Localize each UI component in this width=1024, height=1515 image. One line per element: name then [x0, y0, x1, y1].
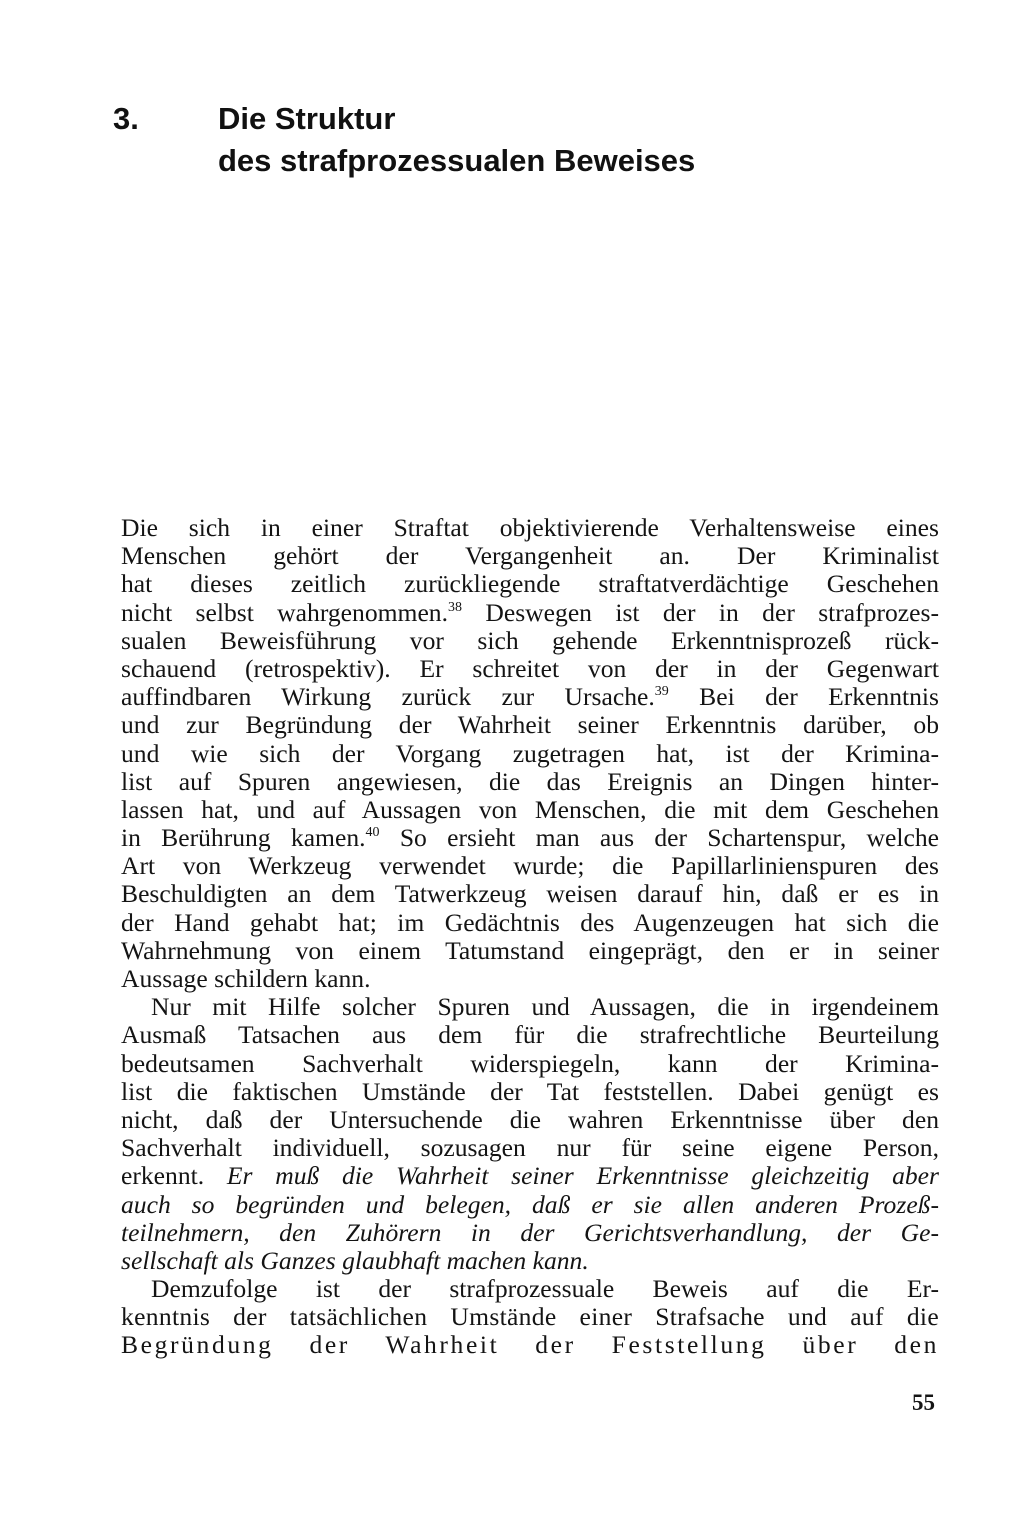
- text-fragment: erkennt.: [121, 1161, 205, 1191]
- text-line: und zur Begründung der Wahrheit seiner Erkenntnis darüber, ob: [121, 710, 939, 740]
- text-line: Wahrnehmung von einem Tatumstand eingeprägt, den er in seiner: [121, 935, 939, 965]
- emphasis-line: sellschaft als Ganzes glaubhaft machen kann.: [121, 1245, 589, 1275]
- text-line: [121, 824, 939, 852]
- text-line: [121, 683, 939, 711]
- chapter-title-line-1: Die Struktur: [218, 101, 396, 136]
- text-line: Menschen gehört der Vergangenheit an. Der Kriminalist: [121, 541, 939, 571]
- footnote-ref-38: 38: [448, 599, 463, 615]
- text-line: Ausmaß Tatsachen aus dem für die strafrechtliche Beurteilung: [121, 1020, 939, 1050]
- text-line: nicht, daß der Untersuchende die wahren Erkenntnisse über den: [121, 1104, 939, 1134]
- text-line: Nur mit Hilfe solcher Spuren und Aussagen, die in irgendeinem: [151, 992, 939, 1022]
- text-fragment: So ersieht man aus der Schartenspur, welche: [399, 823, 939, 853]
- text-line: [121, 1162, 939, 1190]
- text-line: list auf Spuren angewiesen, die das Ereignis an Dingen hinter-: [121, 766, 939, 796]
- text-line: hat dieses zeitlich zurückliegende straftatverdächtige Geschehen: [121, 569, 939, 599]
- text-line: list die faktischen Umstände der Tat feststellen. Dabei genügt es: [121, 1076, 939, 1106]
- text-fragment: in Berührung kamen.: [121, 823, 366, 853]
- text-line: Demzufolge ist der strafprozessuale Beweis auf die Er-: [151, 1274, 939, 1304]
- emphasis-text: Er muß die Wahrheit seiner Erkenntnisse gleichzeitig aber: [226, 1161, 939, 1191]
- text-line: Sachverhalt individuell, sozusagen nur für seine eigene Person,: [121, 1133, 939, 1163]
- emphasis-line: teilnehmern, den Zuhörern in der Gerichtsverhandlung, der Ge-: [121, 1217, 939, 1247]
- text-line: und wie sich der Vorgang zugetragen hat, ist der Krimina-: [121, 738, 939, 768]
- text-line: sualen Beweisführung vor sich gehende Erkenntnisprozeß rück-: [121, 625, 939, 655]
- text-line: [121, 599, 939, 627]
- text-line: Begründung der Wahrheit der Feststellung über den: [121, 1330, 939, 1360]
- text-fragment: auffindbaren Wirkung zurück zur Ursache.: [121, 682, 655, 712]
- text-line: Die sich in einer Straftat objektivierende Verhaltensweise eines: [121, 513, 939, 542]
- body-text: [121, 514, 939, 1360]
- text-fragment: Deswegen ist der in der strafprozes-: [485, 597, 939, 627]
- footnote-ref-40: 40: [365, 825, 380, 841]
- footnote-ref-39: 39: [654, 684, 669, 700]
- text-line: Aussage schildern kann.: [121, 964, 371, 993]
- text-line: schauend (retrospektiv). Er schreitet von der in der Gegenwart: [121, 653, 939, 683]
- page-number: 55: [912, 1390, 935, 1415]
- text-fragment: Bei der Erkenntnis: [699, 682, 940, 712]
- chapter-title-line-2: des strafprozessualen Beweises: [218, 143, 696, 178]
- text-line: Beschuldigten an dem Tatwerkzeug weisen darauf hin, daß er es in: [121, 879, 939, 909]
- text-fragment: nicht selbst wahrgenommen.: [121, 597, 449, 627]
- chapter-title: [218, 98, 695, 182]
- text-line: lassen hat, und auf Aussagen von Menschen, die mit dem Geschehen: [121, 794, 939, 824]
- emphasis-line: auch so begründen und belegen, daß er sie allen anderen Prozeß-: [121, 1189, 939, 1219]
- chapter-number: 3.: [113, 101, 139, 136]
- text-line: kenntnis der tatsächlichen Umstände einer Strafsache und auf die: [121, 1302, 939, 1332]
- text-line: bedeutsamen Sachverhalt widerspiegeln, kann der Krimina-: [121, 1048, 939, 1078]
- text-line: Art von Werkzeug verwendet wurde; die Papillarlinienspuren des: [121, 851, 939, 881]
- text-line: der Hand gehabt hat; im Gedächtnis des Augenzeugen hat sich die: [121, 907, 939, 937]
